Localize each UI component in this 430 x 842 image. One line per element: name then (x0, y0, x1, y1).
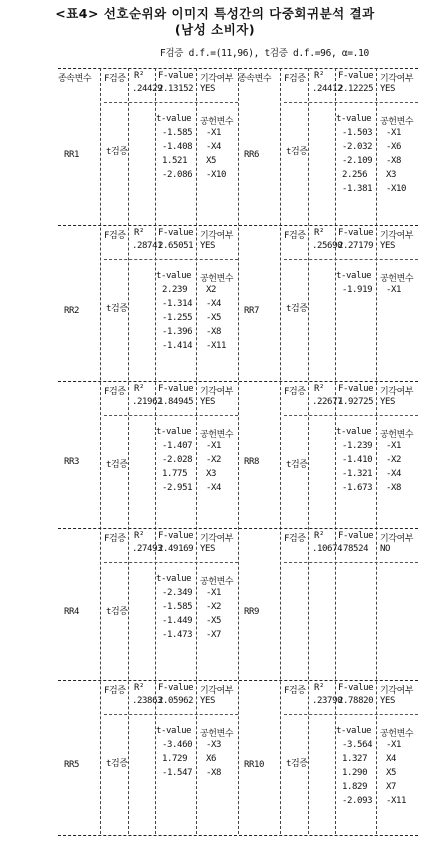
t-value-label: t-value (336, 114, 372, 124)
dep-var-id: RR3 (64, 457, 80, 467)
t-value: -1.414 (162, 341, 193, 351)
explanatory-var: X5 (206, 156, 217, 166)
regression-table (58, 68, 418, 840)
explanatory-var: -X11 (206, 341, 227, 351)
t-value: -2.093 (342, 796, 373, 806)
t-value: -2.086 (162, 170, 193, 180)
f-test-label: F검증 (104, 74, 126, 84)
t-value-label: t-value (156, 427, 192, 437)
dep-var-id: RR4 (64, 607, 80, 617)
t-value-label: t-value (156, 114, 192, 124)
t-value-label: t-value (336, 726, 372, 736)
r2-label: R² (314, 683, 325, 693)
f-value-label: F-value (158, 683, 194, 693)
reject-label: 기각여부 (200, 74, 234, 84)
reject-label: 기각여부 (380, 534, 414, 544)
explanatory-var: X3 (206, 469, 217, 479)
f-value-label: F-value (158, 71, 194, 81)
explanatory-var: -X4 (386, 469, 402, 479)
t-value: -1.547 (162, 768, 193, 778)
r2-value: .28741 (132, 241, 163, 251)
r2-label: R² (314, 384, 325, 394)
explanatory-label: 공헌변수 (380, 729, 414, 739)
explanatory-var: -X3 (206, 740, 222, 750)
f-test-label: F검증 (284, 534, 306, 544)
explanatory-label: 공헌변수 (380, 430, 414, 440)
f-value-label: F-value (338, 531, 374, 541)
f-test-label: F검증 (284, 686, 306, 696)
t-value: -1.585 (162, 602, 193, 612)
t-test-label: t검증 (286, 460, 308, 470)
header-rule (284, 562, 418, 563)
explanatory-var: -X1 (206, 441, 222, 451)
reject-value: NO (380, 544, 391, 554)
f-value: 2.49169 (158, 544, 194, 554)
explanatory-var: -X1 (386, 128, 402, 138)
t-value: 1.521 (162, 156, 188, 166)
explanatory-label: 공헌변수 (200, 117, 234, 127)
explanatory-var: X7 (386, 782, 397, 792)
t-value: -1.585 (162, 128, 193, 138)
explanatory-label: 공헌변수 (200, 577, 234, 587)
reject-value: YES (380, 241, 396, 251)
r2-label: R² (314, 71, 325, 81)
t-value: -1.407 (162, 441, 193, 451)
f-value-label: F-value (338, 683, 374, 693)
t-value: -1.410 (342, 455, 373, 465)
t-test-label: t검증 (106, 460, 128, 470)
t-value: 2.256 (342, 170, 368, 180)
dep-var-id: RR9 (244, 607, 260, 617)
explanatory-var: -X10 (386, 184, 407, 194)
t-test-label: t검증 (286, 759, 308, 769)
test-parameters: F검증 d.f.=(11,96), t검증 d.f.=96, α=.10 (160, 48, 369, 59)
regression-block-rr3 (58, 381, 238, 528)
t-value: -1.255 (162, 313, 193, 323)
f-value: 2.27179 (338, 241, 374, 251)
explanatory-var: -X8 (206, 768, 222, 778)
explanatory-var: -X5 (206, 313, 222, 323)
f-test-label: F검증 (104, 686, 126, 696)
f-test-label: F검증 (284, 231, 306, 241)
f-value-label: F-value (338, 228, 374, 238)
reject-value: YES (200, 241, 216, 251)
regression-block-rr5 (58, 680, 238, 834)
dep-var-id: RR5 (64, 760, 80, 770)
t-value: -3.460 (162, 740, 193, 750)
f-value: .78524 (338, 544, 369, 554)
t-value: -1.321 (342, 469, 373, 479)
header-rule (284, 259, 418, 260)
f-test-label: F검증 (284, 387, 306, 397)
dep-var-header: 종속변수 (238, 74, 272, 84)
r2-value: .27493 (132, 544, 163, 554)
t-value: 1.290 (342, 768, 368, 778)
explanatory-label: 공헌변수 (200, 430, 234, 440)
f-value: 1.92725 (338, 397, 374, 407)
t-test-label: t검증 (106, 304, 128, 314)
explanatory-var: -X11 (386, 796, 407, 806)
r2-label: R² (134, 228, 145, 238)
r2-value: .22677 (312, 397, 343, 407)
regression-block-rr9 (238, 528, 418, 680)
t-value: -1.449 (162, 616, 193, 626)
t-value: -1.396 (162, 327, 193, 337)
reject-label: 기각여부 (380, 231, 414, 241)
f-value: 2.78820 (338, 696, 374, 706)
r2-label: R² (314, 228, 325, 238)
t-value-label: t-value (156, 726, 192, 736)
explanatory-var: -X4 (206, 299, 222, 309)
t-value: 1.729 (162, 754, 188, 764)
reject-value: YES (200, 84, 216, 94)
f-value: 2.65051 (158, 241, 194, 251)
r2-label: R² (314, 531, 325, 541)
reject-value: YES (380, 84, 396, 94)
header-rule (284, 714, 418, 715)
r2-label: R² (134, 531, 145, 541)
explanatory-var: -X1 (206, 128, 222, 138)
explanatory-label: 공헌변수 (200, 729, 234, 739)
reject-label: 기각여부 (200, 534, 234, 544)
r2-value: .24429 (132, 84, 163, 94)
r2-value: .21962 (132, 397, 163, 407)
t-value: 2.239 (162, 285, 188, 295)
t-value: -1.919 (342, 285, 373, 295)
f-test-label: F검증 (284, 74, 306, 84)
f-value-label: F-value (338, 71, 374, 81)
explanatory-var: -X1 (386, 740, 402, 750)
reject-value: YES (200, 397, 216, 407)
reject-value: YES (380, 397, 396, 407)
t-value: -1.239 (342, 441, 373, 451)
reject-label: 기각여부 (200, 387, 234, 397)
explanatory-var: -X1 (206, 588, 222, 598)
dep-var-id: RR6 (244, 150, 260, 160)
r2-value: .25690 (312, 241, 343, 251)
t-value: -2.028 (162, 455, 193, 465)
f-value-label: F-value (338, 384, 374, 394)
explanatory-var: -X7 (206, 630, 222, 640)
dep-var-id: RR7 (244, 306, 260, 316)
t-value-label: t-value (156, 271, 192, 281)
r2-value: .23790 (312, 696, 343, 706)
reject-label: 기각여부 (380, 686, 414, 696)
header-rule (104, 714, 238, 715)
f-test-label: F검증 (104, 534, 126, 544)
regression-block-rr8 (238, 381, 418, 528)
explanatory-label: 공헌변수 (380, 274, 414, 284)
t-test-label: t검증 (106, 759, 128, 769)
explanatory-var: -X2 (206, 602, 222, 612)
t-value: -1.381 (342, 184, 373, 194)
regression-block-rr6 (238, 68, 418, 225)
r2-label: R² (134, 384, 145, 394)
dep-var-id: RR8 (244, 457, 260, 467)
explanatory-var: X6 (206, 754, 217, 764)
header-rule (284, 415, 418, 416)
f-value: 2.12225 (338, 84, 374, 94)
r2-value: .24412 (312, 84, 343, 94)
t-value-label: t-value (336, 271, 372, 281)
header-rule (284, 102, 418, 103)
t-value: -1.503 (342, 128, 373, 138)
r2-value: .10674 (312, 544, 343, 554)
t-test-label: t검증 (286, 147, 308, 157)
header-rule (104, 102, 238, 103)
dep-var-id: RR1 (64, 150, 80, 160)
t-value: -3.564 (342, 740, 373, 750)
t-value: 1.775 (162, 469, 188, 479)
explanatory-var: -X8 (206, 327, 222, 337)
t-value: -1.673 (342, 483, 373, 493)
f-value: 2.05962 (158, 696, 194, 706)
r2-value: .23863 (132, 696, 163, 706)
explanatory-var: -X4 (206, 483, 222, 493)
explanatory-var: -X1 (386, 285, 402, 295)
f-test-label: F검증 (104, 231, 126, 241)
t-value: -2.109 (342, 156, 373, 166)
t-value-label: t-value (156, 574, 192, 584)
dep-var-id: RR10 (244, 760, 265, 770)
t-test-label: t검증 (286, 304, 308, 314)
t-value: -1.314 (162, 299, 193, 309)
f-value-label: F-value (158, 228, 194, 238)
table-title: <표4> 선호순위와 이미지 특성간의 다중회귀분석 결과 (55, 6, 375, 21)
regression-block-rr10 (238, 680, 418, 834)
t-value: -2.032 (342, 142, 373, 152)
explanatory-var: -X5 (206, 616, 222, 626)
r2-label: R² (134, 71, 145, 81)
reject-label: 기각여부 (200, 231, 234, 241)
f-test-label: F검증 (104, 387, 126, 397)
explanatory-var: -X6 (386, 142, 402, 152)
dep-var-header: 종속변수 (58, 74, 92, 84)
t-value: 1.829 (342, 782, 368, 792)
explanatory-var: X2 (206, 285, 217, 295)
table-subtitle: (남성 소비자) (174, 22, 256, 37)
regression-block-rr2 (58, 225, 238, 381)
explanatory-var: -X2 (206, 455, 222, 465)
regression-block-rr4 (58, 528, 238, 680)
explanatory-var: -X8 (386, 156, 402, 166)
t-test-label: t검증 (106, 607, 128, 617)
f-value-label: F-value (158, 531, 194, 541)
explanatory-label: 공헌변수 (200, 274, 234, 284)
reject-value: YES (200, 696, 216, 706)
t-value-label: t-value (336, 427, 372, 437)
f-value: 1.84945 (158, 397, 194, 407)
explanatory-var: -X8 (386, 483, 402, 493)
t-value: -2.349 (162, 588, 193, 598)
header-rule (104, 415, 238, 416)
explanatory-var: X4 (386, 754, 397, 764)
explanatory-var: -X2 (386, 455, 402, 465)
regression-block-rr1 (58, 68, 238, 225)
f-value: 2.13152 (158, 84, 194, 94)
reject-value: YES (200, 544, 216, 554)
header-rule (104, 562, 238, 563)
dep-var-id: RR2 (64, 306, 80, 316)
explanatory-var: -X1 (386, 441, 402, 451)
t-test-label: t검증 (106, 147, 128, 157)
explanatory-var: -X10 (206, 170, 227, 180)
t-value: -1.473 (162, 630, 193, 640)
r2-label: R² (134, 683, 145, 693)
explanatory-var: X5 (386, 768, 397, 778)
reject-value: YES (380, 696, 396, 706)
f-value-label: F-value (158, 384, 194, 394)
reject-label: 기각여부 (380, 387, 414, 397)
reject-label: 기각여부 (380, 74, 414, 84)
explanatory-label: 공헌변수 (380, 117, 414, 127)
explanatory-var: -X4 (206, 142, 222, 152)
t-value: -2.951 (162, 483, 193, 493)
regression-block-rr7 (238, 225, 418, 381)
t-value: -1.408 (162, 142, 193, 152)
header-rule (104, 259, 238, 260)
t-value: 1.327 (342, 754, 368, 764)
reject-label: 기각여부 (200, 686, 234, 696)
explanatory-var: X3 (386, 170, 397, 180)
